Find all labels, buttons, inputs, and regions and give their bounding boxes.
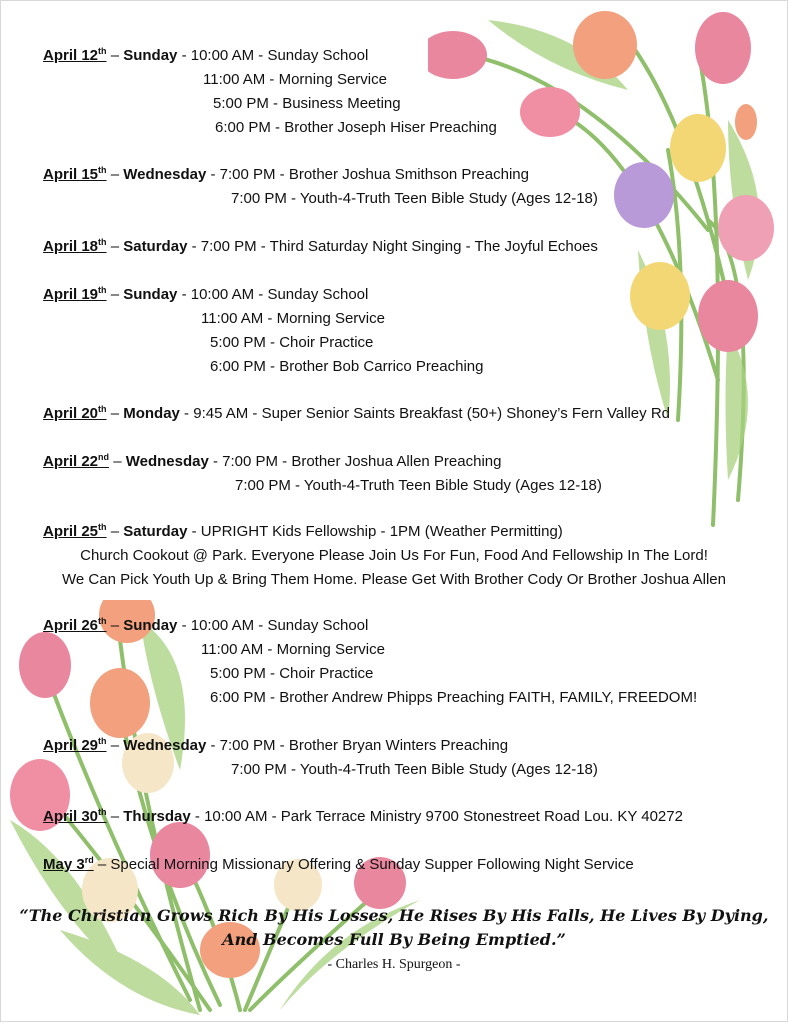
- tulip-pink-icon: [698, 280, 758, 352]
- event-line: April 18th – Saturday - 7:00 PM - Third Saturday Night Singing - The Joyful Echoes: [43, 237, 598, 255]
- event-line: April 29th – Wednesday - 7:00 PM - Brother Bryan Winters Preaching: [43, 736, 509, 754]
- event-date: April 29th: [43, 736, 107, 754]
- event-date: April 18th: [43, 237, 107, 255]
- tulip-yellow-icon: [670, 114, 726, 182]
- quote-attribution: - Charles H. Spurgeon -: [327, 957, 461, 972]
- tulip-yellow-icon: [630, 262, 690, 330]
- event-date: April 19th: [43, 285, 107, 303]
- tulip-peach-icon: [90, 668, 150, 738]
- event-line: 6:00 PM - Brother Bob Carrico Preaching: [210, 358, 484, 375]
- event-line: May 3rd – Special Morning Missionary Offering & Sunday Supper Following Night Service: [43, 855, 634, 873]
- event-line: April 12th – Sunday - 10:00 AM - Sunday School: [43, 46, 369, 64]
- event-line: We Can Pick Youth Up & Bring Them Home. Please Get With Brother Cody Or Brother Joshua Allen: [62, 571, 726, 588]
- event-line: Church Cookout @ Park. Everyone Please Join Us For Fun, Food And Fellowship In The Lord!: [80, 547, 708, 564]
- tulip-pink-icon: [150, 822, 210, 888]
- event-line: April 20th – Monday - 9:45 AM - Super Senior Saints Breakfast (50+) Shoney’s Fern Valley Rd: [43, 404, 670, 422]
- tulip-pink-icon: [19, 632, 71, 698]
- event-date: April 25th: [43, 522, 107, 540]
- event-date: April 20th: [43, 404, 107, 422]
- event-line: April 15th – Wednesday - 7:00 PM - Brother Joshua Smithson Preaching: [43, 165, 529, 183]
- event-line: April 26th – Sunday - 10:00 AM - Sunday School: [43, 616, 369, 634]
- event-date: April 12th: [43, 46, 107, 64]
- event-date: April 15th: [43, 165, 107, 183]
- event-date: April 22nd: [43, 452, 110, 470]
- event-line: 5:00 PM - Choir Practice: [210, 665, 374, 682]
- tulip-peach-icon: [573, 11, 637, 79]
- tulip-pink-icon: [520, 87, 580, 137]
- event-line: 11:00 AM - Morning Service: [201, 310, 385, 327]
- event-line: 5:00 PM - Business Meeting: [213, 95, 401, 112]
- tulip-purple-icon: [614, 162, 674, 228]
- event-line: 7:00 PM - Youth-4-Truth Teen Bible Study (Ages 12-18): [235, 477, 602, 494]
- event-line: 5:00 PM - Choir Practice: [210, 334, 374, 351]
- event-line: 11:00 AM - Morning Service: [203, 71, 387, 88]
- quote-line-2: And Becomes Full By Being Emptied.”: [222, 930, 566, 949]
- event-line: April 19th – Sunday - 10:00 AM - Sunday School: [43, 285, 369, 303]
- tulip-pink-icon: [428, 31, 487, 79]
- tulip-bud-icon: [735, 104, 757, 140]
- event-line: 6:00 PM - Brother Joseph Hiser Preaching: [215, 119, 497, 136]
- quote-line-1: “The Christian Grows Rich By His Losses, He Rises By His Falls, He Lives By Dying,: [19, 906, 769, 925]
- event-line: April 25th – Saturday - UPRIGHT Kids Fellowship - 1PM (Weather Permitting): [43, 522, 563, 540]
- tulip-pink-icon: [695, 12, 751, 84]
- event-line: April 22nd – Wednesday - 7:00 PM - Brother Joshua Allen Preaching: [43, 452, 502, 470]
- event-date: April 30th: [43, 807, 107, 825]
- event-line: 7:00 PM - Youth-4-Truth Teen Bible Study (Ages 12-18): [231, 190, 598, 207]
- event-line: 6:00 PM - Brother Andrew Phipps Preaching FAITH, FAMILY, FREEDOM!: [210, 689, 698, 706]
- event-date: April 26th: [43, 616, 107, 634]
- event-line: April 30th – Thursday - 10:00 AM - Park Terrace Ministry 9700 Stonestreet Road Lou. KY 40272: [43, 807, 683, 825]
- tulip-pink-icon: [718, 195, 774, 261]
- event-date: May 3rd: [43, 855, 94, 873]
- event-line: 11:00 AM - Morning Service: [201, 641, 385, 658]
- event-line: 7:00 PM - Youth-4-Truth Teen Bible Study (Ages 12-18): [231, 761, 598, 778]
